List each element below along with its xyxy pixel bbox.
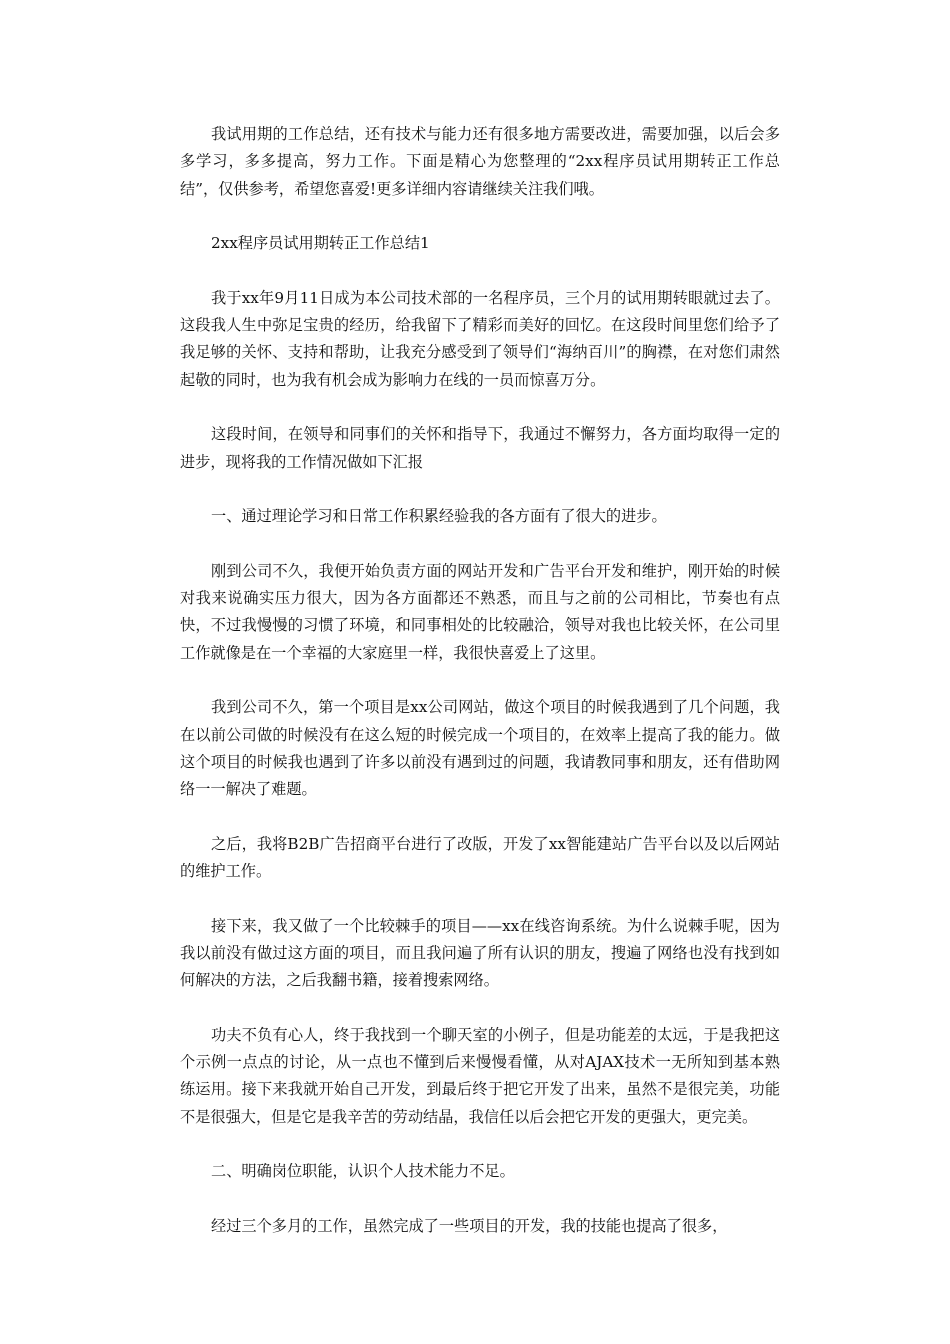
paragraph-three-months: 经过三个多月的工作，虽然完成了一些项目的开发，我的技能也提高了很多，	[211, 1216, 728, 1235]
document-body	[180, 121, 780, 1267]
paragraph-first-project: 我到公司不久，第一个项目是xx公司网站，做这个项目的时候我遇到了几个问题，我在以前公司做的时候没有在这么短的时候完成一个项目的，在效率上提高了我的能力。做这个项目的时候我也遇到了许多以前没有遇到过的问题，我请教同事和朋友，还有借助网络一一解决了难题。	[180, 698, 780, 799]
section-heading-two: 二、明确岗位职能，认识个人技术能力不足。	[211, 1162, 515, 1181]
paragraph-consult-system: 接下来，我又做了一个比较棘手的项目——xx在线咨询系统。为什么说棘手呢，因为我以前没有做过这方面的项目，而且我问遍了所有认识的朋友，搜遍了网络也没有找到如何解决的方法，之后我翻书籍，接着搜索网络。	[180, 916, 780, 990]
section-heading-one: 一、通过理论学习和日常工作积累经验我的各方面有了很大的进步。	[211, 507, 667, 526]
paragraph-arrival: 刚到公司不久，我便开始负责方面的网站开发和广告平台开发和维护，刚开始的时候对我来说确实压力很大，因为各方面都还不熟悉，而且与之前的公司相比，节奏也有点快，不过我慢慢的习惯了环境，和同事相处的比较融洽，领导对我也比较关怀，在公司里工作就像是在一个幸福的大家庭里一样，我很快喜爱上了这里。	[180, 561, 780, 662]
paragraph-b2b: 之后，我将B2B广告招商平台进行了改版，开发了xx智能建站广告平台以及以后网站的维护工作。	[180, 834, 780, 881]
paragraph-report: 这段时间，在领导和同事们的关怀和指导下，我通过不懈努力，各方面均取得一定的进步，现将我的工作情况做如下汇报	[180, 425, 780, 471]
paragraph-start: 我于xx年9月11日成为本公司技术部的一名程序员，三个月的试用期转眼就过去了。这段我人生中弥足宝贵的经历，给我留下了精彩而美好的回忆。在这段时间里您们给予了我足够的关怀、支持和帮助，让我充分感受到了领导们“海纳百川”的胸襟，在对您们肃然起敬的同时，也为我有机会成为影响力在线的一员而惊喜万分。	[180, 288, 780, 389]
section-heading-title: 2xx程序员试用期转正工作总结1	[211, 234, 430, 253]
paragraph-intro: 我试用期的工作总结，还有技术与能力还有很多地方需要改进，需要加强，以后会多多学习，多多提高，努力工作。下面是精心为您整理的“2xx程序员试用期转正工作总结”，仅供参考，希望您喜爱!更多详细内容请继续关注我们哦。	[180, 125, 780, 198]
paragraph-ajax: 功夫不负有心人，终于我找到一个聊天室的小例子，但是功能差的太远，于是我把这个示例一点点的讨论，从一点也不懂到后来慢慢看懂，从对AJAX技术一无所知到基本熟练运用。接下来我就开始自己开发，到最后终于把它开发了出来，虽然不是很完美，功能不是很强大，但是它是我辛苦的劳动结晶，我信任以后会把它开发的更强大，更完美。	[180, 1025, 780, 1126]
